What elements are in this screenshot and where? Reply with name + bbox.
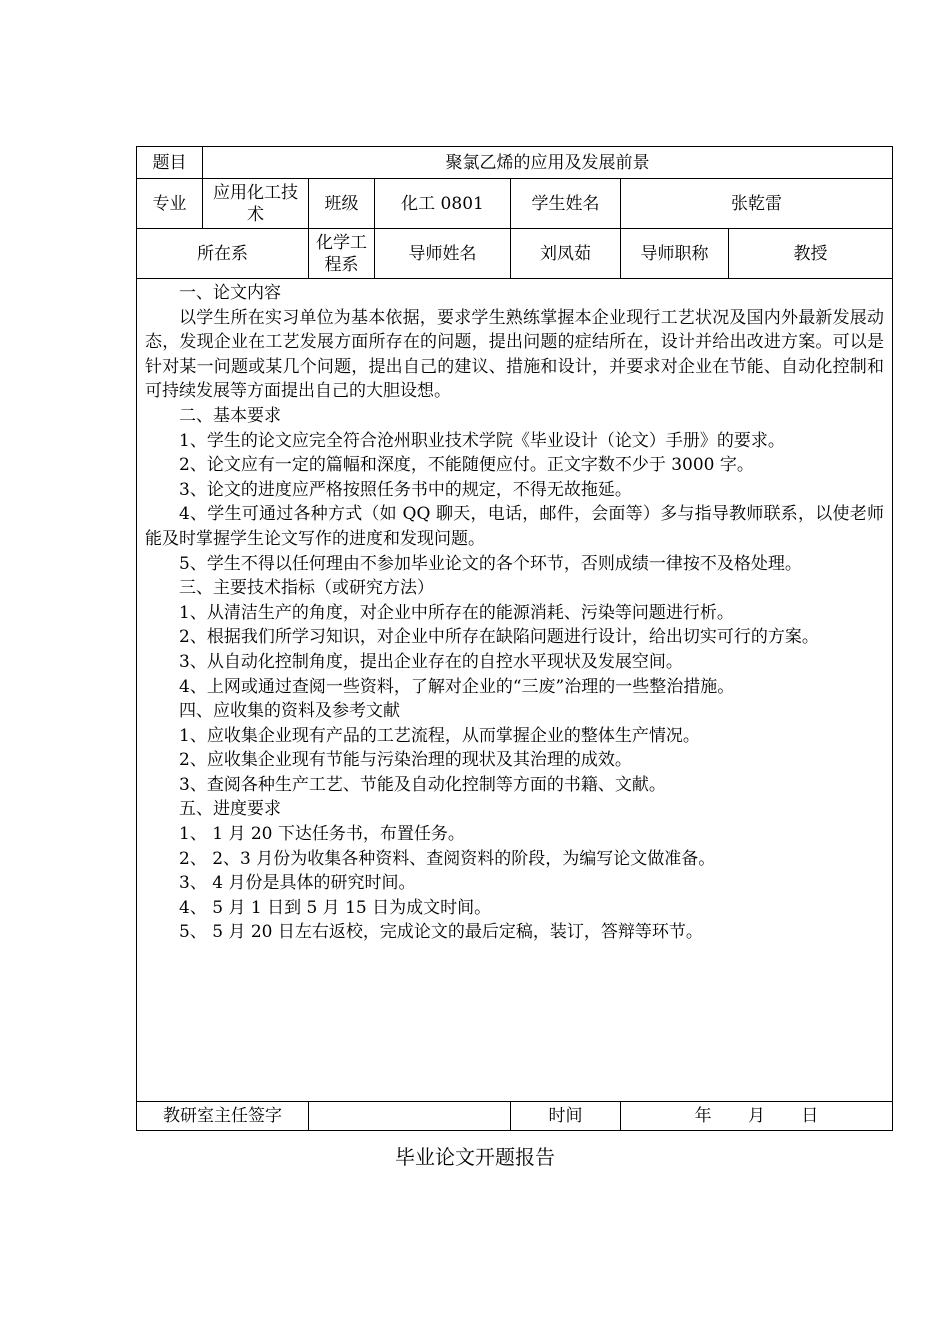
content-paragraph: 1、学生的论文应完全符合沧州职业技术学院《毕业设计（论文）手册》的要求。 (179, 430, 785, 451)
content-paragraph: 5、学生不得以任何理由不参加毕业论文的各个环节，否则成绩一律按不及格处理。 (179, 553, 802, 574)
major-label: 专业 (137, 179, 203, 229)
content-paragraph: 5、 5 月 20 日左右返校，完成论文的最后定稿，装订，答辩等环节。 (179, 922, 703, 943)
proposal-form-table (136, 146, 893, 1131)
content-paragraph: 2、应收集企业现有节能与污染治理的现状及其治理的成效。 (179, 750, 632, 771)
student-name-value: 张乾雷 (621, 179, 893, 229)
content-paragraph: 四、应收集的资料及参考文献 (179, 701, 400, 722)
month-label: 月 (748, 1106, 765, 1126)
content-row (137, 279, 893, 1102)
content-paragraph: 3、 4 月份是具体的研究时间。 (179, 873, 416, 894)
advisor-name-label: 导师姓名 (375, 229, 511, 279)
content-paragraph: 4、 5 月 1 日到 5 月 15 日为成文时间。 (179, 897, 492, 918)
advisor-title-value: 教授 (729, 229, 893, 279)
department-label: 所在系 (137, 229, 309, 279)
content-paragraph: 3、查阅各种生产工艺、节能及自动化控制等方面的书籍、文献。 (179, 774, 666, 795)
content-paragraph: 1、从清洁生产的角度，对企业中所存在的能源消耗、污染等问题进行析。 (179, 602, 734, 623)
content-paragraph: 一、论文内容 (179, 283, 281, 303)
content-paragraph: 2、 2、3 月份为收集各种资料、查阅资料的阶段，为编写论文做准备。 (179, 848, 716, 869)
content-paragraph: 1、 1 月 20 下达任务书，布置任务。 (179, 824, 465, 845)
class-label: 班级 (309, 179, 375, 229)
topic-value: 聚氯乙烯的应用及发展前景 (203, 147, 893, 179)
content-paragraph: 1、应收集企业现有产品的工艺流程，从而掌握企业的整体生产情况。 (179, 725, 700, 746)
topic-row (137, 147, 893, 179)
topic-label: 题目 (137, 147, 203, 179)
department-value: 化学工程系 (309, 229, 375, 279)
director-signature-field[interactable] (309, 1102, 511, 1131)
content-paragraph: 五、进度要求 (179, 799, 281, 820)
proposal-content (137, 279, 893, 1102)
major-value: 应用化工技术 (203, 179, 309, 229)
content-paragraph: 以学生所在实习单位为基本依据，要求学生熟练掌握本企业现行工艺状况及国内外最新发展动态，发现企业在工艺发展方面所存在的问题，提出问题的症结所在，设计并给出改进方案。可以是针对某一问题或某几个问题，提出自己的建议、措施和设计，并要求对企业在节能、自动化控制和可持续发展等方面提出自己的大胆设想。 (145, 307, 884, 402)
content-paragraph: 2、论文应有一定的篇幅和深度，不能随便应付。正文字数不少于 3000 字。 (179, 455, 754, 476)
student-info-row (137, 179, 893, 229)
content-paragraph: 4、学生可通过各种方式（如 QQ 聊天，电话，邮件，会面等）多与指导教师联系，以使老师能及时掌握学生论文写作的进度和发现问题。 (145, 504, 884, 549)
signature-row (137, 1102, 893, 1131)
content-paragraph: 4、上网或通过查阅一些资料，了解对企业的“三废”治理的一些整治措施。 (179, 676, 735, 697)
content-paragraph: 三、主要技术指标（或研究方法） (179, 578, 434, 599)
date-field[interactable] (621, 1102, 893, 1131)
director-signature-label: 教研室主任签字 (137, 1102, 309, 1131)
day-label: 日 (801, 1106, 819, 1126)
content-paragraph: 3、论文的进度应严格按照任务书中的规定，不得无故拖延。 (179, 479, 632, 500)
advisor-info-row (137, 229, 893, 279)
class-value: 化工 0801 (375, 179, 511, 229)
year-label: 年 (694, 1106, 712, 1126)
time-label: 时间 (511, 1102, 621, 1131)
advisor-name-value: 刘凤茹 (511, 229, 621, 279)
content-paragraph: 3、从自动化控制角度，提出企业存在的自控水平现状及发展空间。 (179, 651, 683, 672)
content-paragraph: 2、根据我们所学习知识，对企业中所存在缺陷问题进行设计，给出切实可行的方案。 (179, 627, 819, 648)
advisor-title-label: 导师职称 (621, 229, 729, 279)
content-paragraph: 二、基本要求 (179, 405, 281, 426)
document-title: 毕业论文开题报告 (395, 1145, 555, 1169)
student-name-label: 学生姓名 (511, 179, 621, 229)
